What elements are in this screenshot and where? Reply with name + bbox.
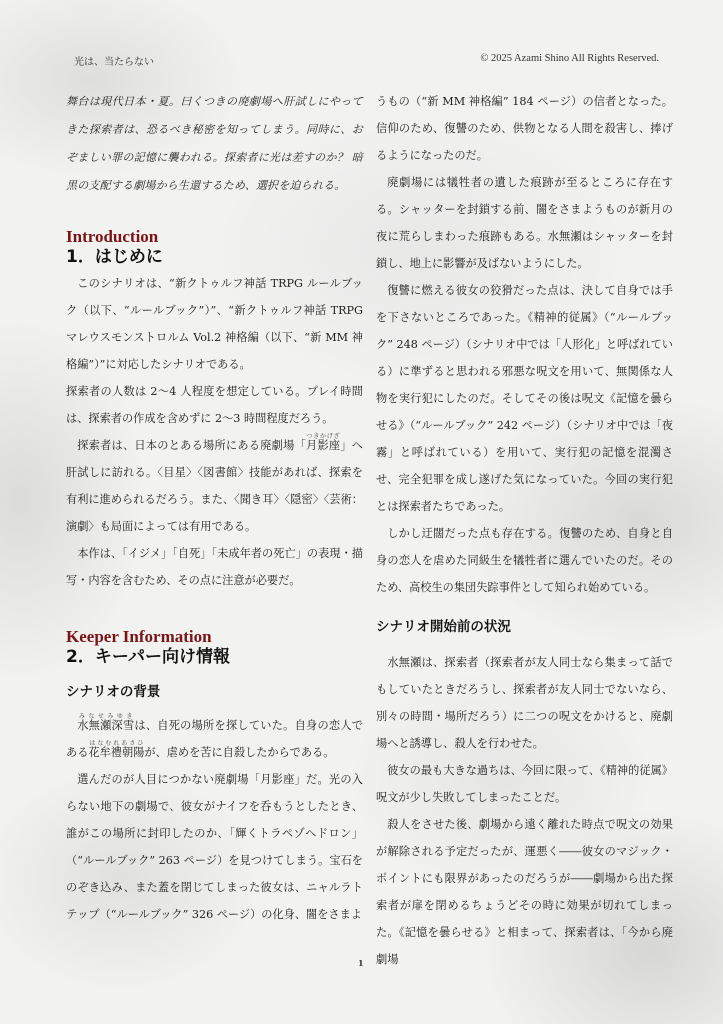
copyright-notice: © 2025 Azami Shino All Rights Reserved. [480,53,659,64]
ruby-base: 月影座 [306,439,341,452]
ruby-base: 花牟禮朝陽 [88,746,145,759]
paragraph: 水無瀬は、探索者（探索者が友人同士なら集まって話でもしていたときだろうし、探索者が友人同士でないなら、別々の時間・場所だろう）に二つの呪文をかけると、廃劇場へと誘導し、殺人を行わせた。 [376,656,673,750]
paragraph: このシナリオは、“新クトゥルフ神話 TRPG ルールブック（以下、“ルールブック”）”、“新クトゥルフ神話 TRPG マレウスモンストロルム Vol.2 神格編（以下、“新 MM 神格編”）”に対応したシナリオである。 [66,277,363,371]
paragraph [66,432,363,540]
paragraph: 彼女の最も大きな過ちは、今回に限って、《精神的従属》呪文が少し失敗してしまったことだ。 [376,764,673,804]
left-column [66,88,363,928]
ruby-annotation [77,713,135,732]
subsection-title: シナリオの背景 [66,684,161,700]
paragraph: うもの（“新 MM 神格編” 184 ページ）の信者となった。信仰のため、復讐のため、供物となる人間を殺害し、捧げるようになったのだ。 [376,95,673,162]
text-span: は、自死の場所を探していた。自身の恋人である [66,719,363,759]
paragraph: 復讐に燃える彼女の狡猾だった点は、決して自身では手を下さないところであった。《精神的従属》（“ルールブック” 248 ページ）（シナリオ中では「人形化」と呼ばれている）に準ずると思われる邪悪な呪文を用いて、無関係な人物を実行犯にしたのだ。そしてその後は呪文《記憶を曇らせる》（“ルールブック” 242 ページ）（シナリオ中では「夜霧」と呼ばれている）を用いて、実行犯の記憶を混濁させ、完全犯罪を成し遂げた気になっていた。今回の実行犯とは探索者たちであった。 [376,284,673,513]
section-2-english-title: Keeper Information [66,627,212,646]
paragraph [66,712,363,766]
ruby-reading: みなせみゆき [77,713,135,720]
text-span: 探索者は、日本のとある場所にある廃劇場「 [77,439,307,452]
paragraph: 選んだのが人目につかない廃劇場「月影座」だ。光の入らない地下の劇場で、彼女がナイフを呑もうとしたとき、誰がこの場所に封印したのか、「輝くトラペゾヘドロン」（“ルールブック” 263 ページ）を見つけてしまう。宝石をのぞき込み、また蓋を閉じてしまった彼女は、ニャルラトテップ（“ルールブック” 326 ページ）の化身、闇をさまよ [66,773,363,921]
ruby-reading: つきかげざ [306,433,341,440]
section-2-title: 2．キーパー向け情報 [66,647,230,667]
subsection-title: シナリオ開始前の状況 [376,619,511,635]
paragraph: 殺人をさせた後、劇場から遠く離れた時点で呪文の効果が解除される予定だったが、運悪く――彼女のマジック・ポイントにも限界があったのだろうが――劇場から出た探索者が扉を閉めるちょうどその時に効果が切れてしまった。《記憶を曇らせる》と相まって、探索者は、「今から廃劇場 [376,818,673,966]
ruby-annotation [88,740,145,759]
page-number: 1 [358,958,364,968]
section-1-english-title: Introduction [66,227,159,246]
running-title: 光は、当たらない [74,57,154,68]
text-span: 」へ肝試しに訪れる。〈目星〉〈図書館〉技能があれば、探索を有利に進められるだろう。また、〈聞き耳〉〈隠密〉〈芸術：演劇〉も局面によっては有用である。 [66,439,363,533]
section-1-title: 1．はじめに [66,247,163,267]
ruby-base: 水無瀬深雪 [77,719,135,732]
text-span: が、虐めを苦に自殺したからである。 [144,746,335,759]
right-column [376,88,673,973]
ruby-annotation [306,433,341,452]
paragraph: 探索者の人数は 2〜4 人程度を想定している。プレイ時間は、探索者の作成を含めずに 2〜3 時間程度だろう。 [66,385,363,425]
paragraph: 廃劇場には犠牲者の遺した痕跡が至るところに存在する。シャッターを封鎖する前、闇をさまようものが新月の夜に荒らしまわった痕跡もある。水無瀬はシャッターを封鎖し、地上に影響が及ばないようにした。 [376,176,673,270]
paragraph: しかし迂闊だった点も存在する。復讐のため、自身と自身の恋人を虐めた同級生を犠牲者に選んでいたのだ。そのため、高校生の集団失踪事件として知られ始めている。 [376,527,673,594]
ruby-reading: はなむれあさひ [88,740,145,747]
scenario-lead: 舞台は現代日本・夏。曰くつきの廃劇場へ肝試しにやってきた探索者は、恐るべき秘密を知ってしまう。同時に、おぞましい罪の記憶に襲われる。探索者に光は差すのか？ 暗黒の支配する劇場から生還するため、選択を迫られる。 [66,95,363,192]
paragraph: 本作は、「イジメ」「自死」「未成年者の死亡」の表現・描写・内容を含むため、その点に注意が必要だ。 [66,547,363,587]
